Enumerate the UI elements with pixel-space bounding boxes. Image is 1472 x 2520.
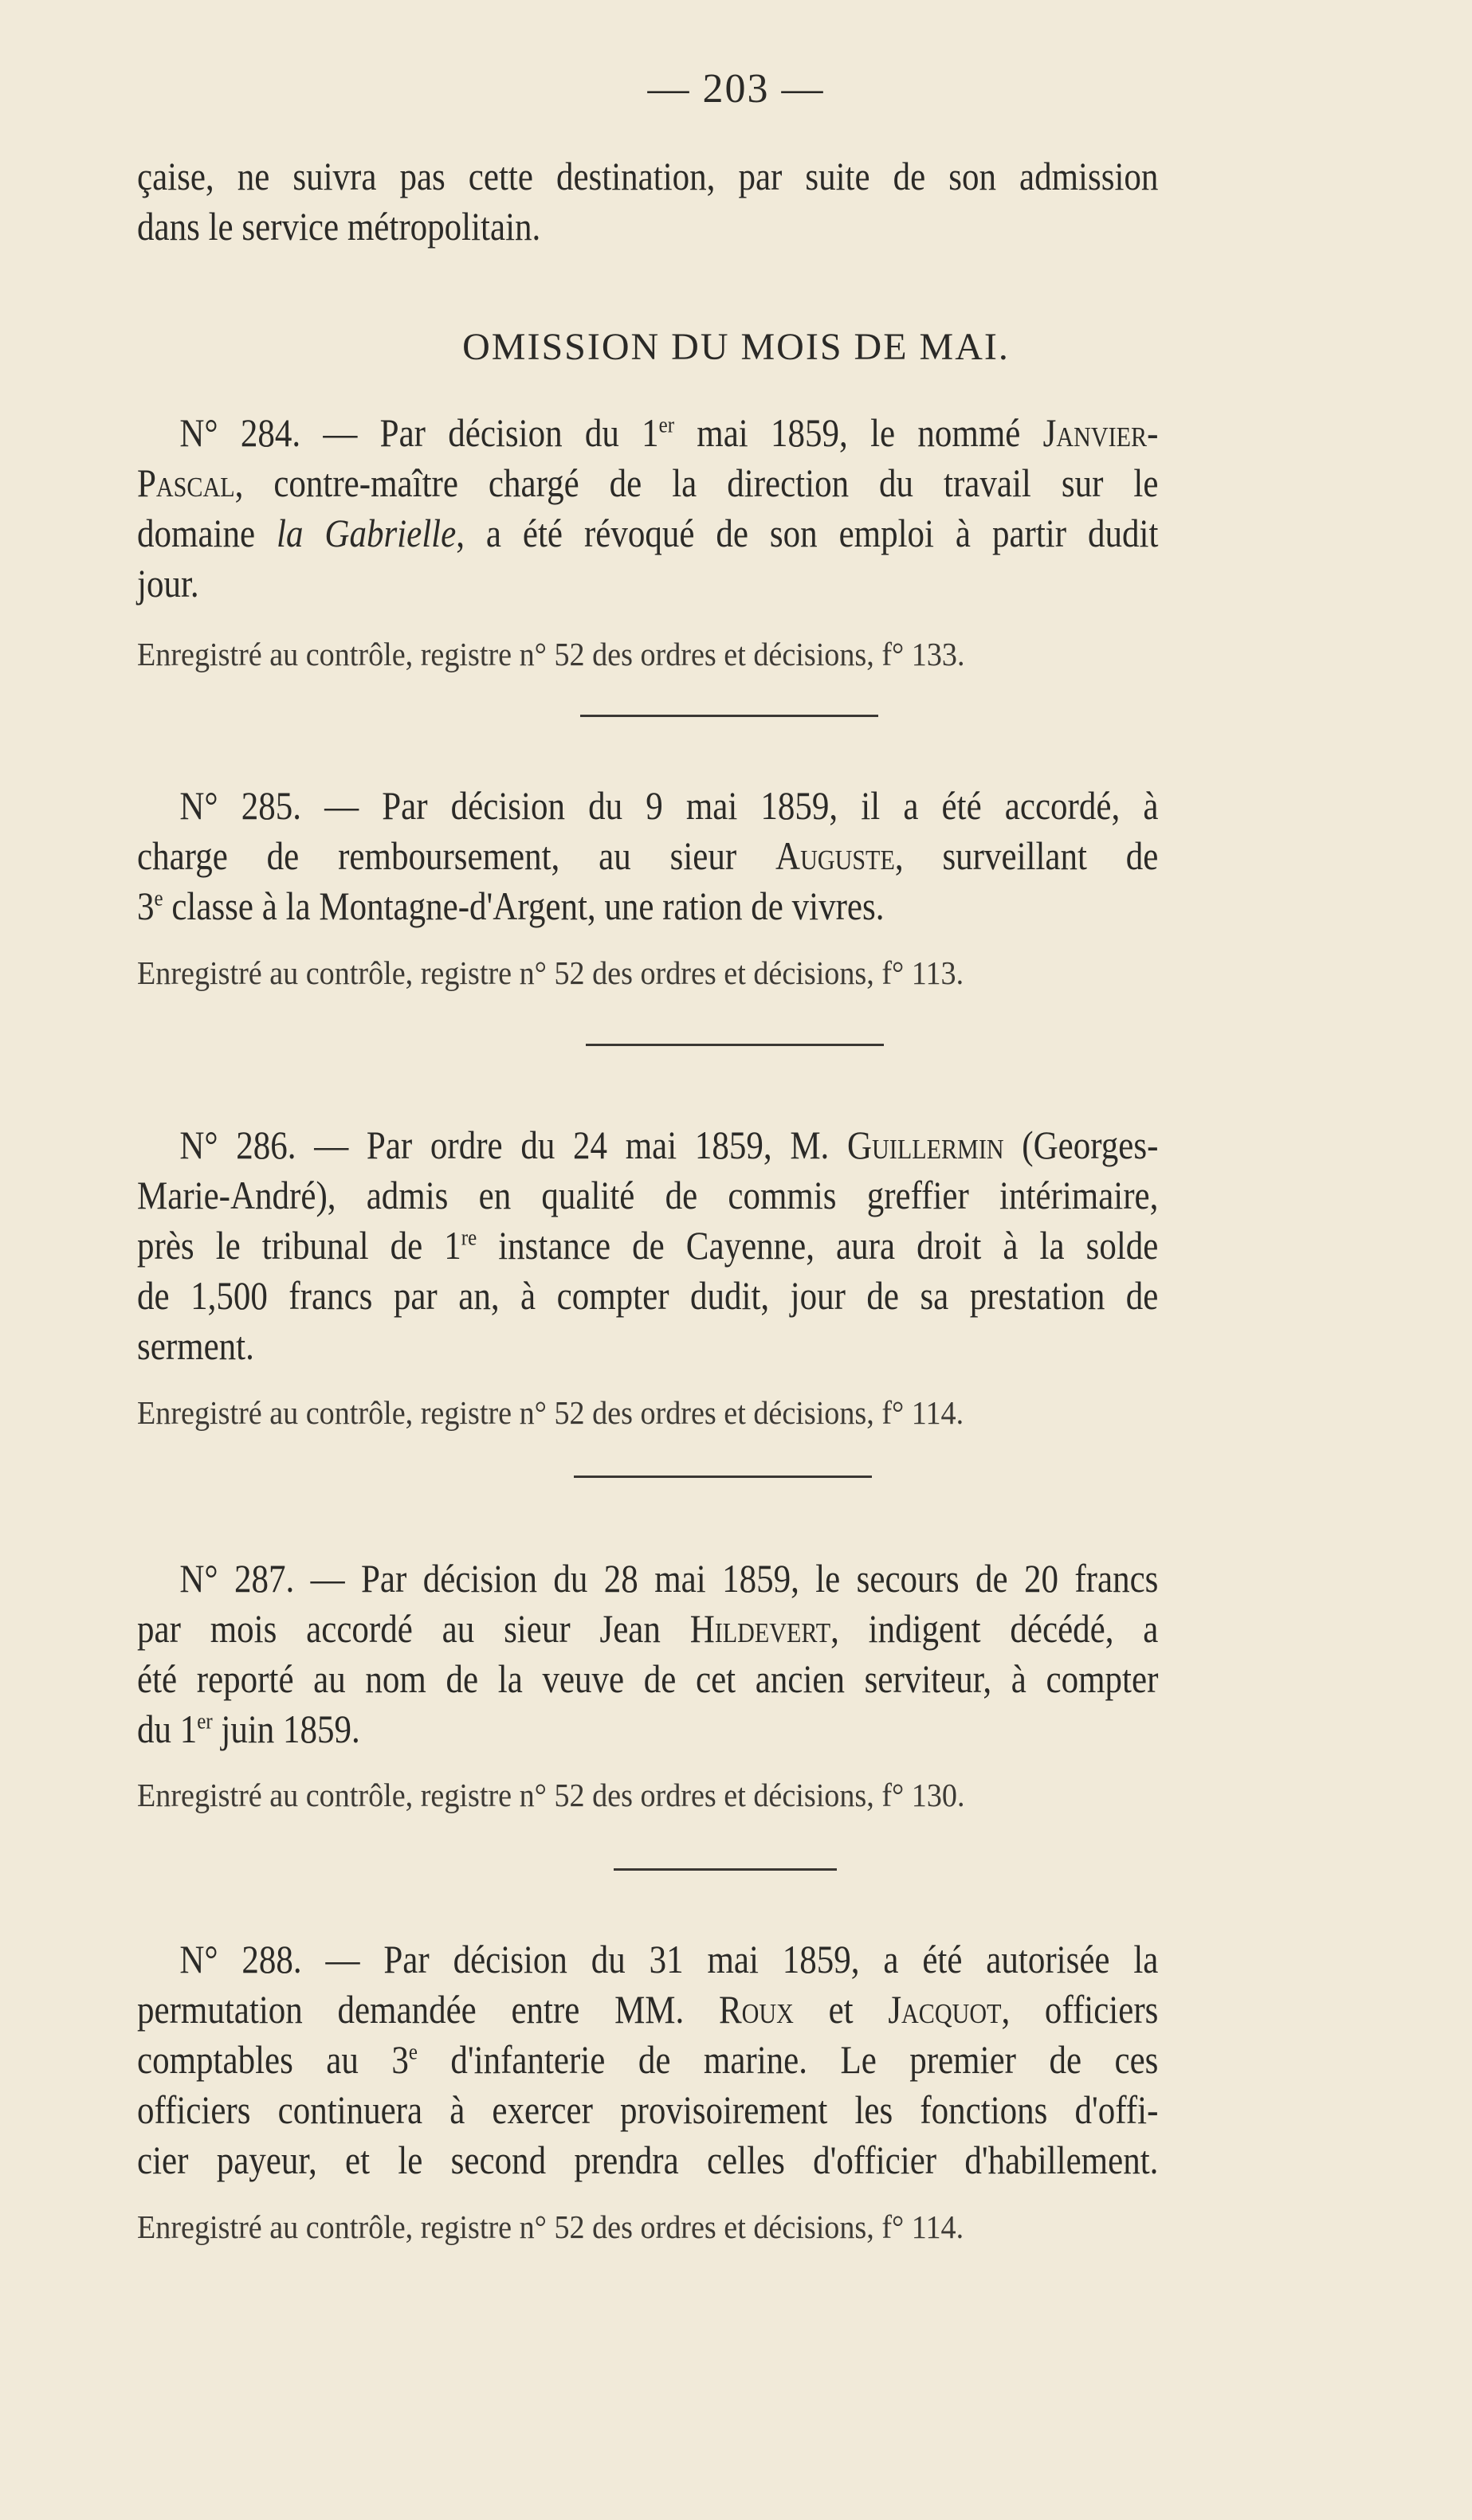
entry-286-line-5: serment. bbox=[137, 1323, 254, 1368]
person-name: Auguste bbox=[775, 833, 895, 878]
page-number: — 203 — bbox=[647, 66, 825, 112]
person-name: Roux bbox=[718, 1987, 794, 2032]
entry-285-line-1: N° 285. — Par décision du 9 mai 1859, il a été accordé, à bbox=[179, 783, 1159, 828]
entry-284-line-4: jour. bbox=[137, 561, 199, 606]
entry-287 bbox=[137, 1554, 1158, 1754]
entry-284-line-3: domaine la Gabrielle, a été révoqué de son emploi à partir dudit bbox=[137, 511, 1159, 555]
estate-name: la Gabrielle bbox=[277, 511, 457, 555]
entry-285-line-3: 3e classe à la Montagne-d'Argent, une ration de vivres. bbox=[137, 884, 885, 928]
separator-rule bbox=[580, 715, 878, 717]
entry-288-line-3: comptables au 3e d'infanterie de marine. Le premier de ces bbox=[137, 2037, 1159, 2082]
entry-287-line-4: du 1er juin 1859. bbox=[137, 1707, 360, 1751]
entry-285-registre: Enregistré au contrôle, registre n° 52 des ordres et décisions, f° 113. bbox=[137, 954, 964, 991]
entry-288 bbox=[137, 1934, 1158, 2185]
entry-287-number: N° 287. bbox=[179, 1556, 295, 1601]
continuation-line-1: çaise, ne suivra pas cette destination, par suite de son admission bbox=[137, 154, 1159, 198]
entry-288-line-5: cier payeur, et le second prendra celles d'officier d'habillement. bbox=[137, 2138, 1159, 2182]
entry-286-line-2: Marie-André), admis en qualité de commis greffier intérimaire, bbox=[137, 1173, 1159, 1217]
section-heading: OMISSION DU MOIS DE MAI. bbox=[462, 326, 1010, 368]
entry-288-line-1: N° 288. — Par décision du 31 mai 1859, a été autorisée la bbox=[179, 1937, 1159, 1981]
entry-284-registre: Enregistré au contrôle, registre n° 52 des ordres et décisions, f° 133. bbox=[137, 636, 965, 672]
entry-286 bbox=[137, 1120, 1158, 1371]
entry-288-registre: Enregistré au contrôle, registre n° 52 des ordres et décisions, f° 114. bbox=[137, 2208, 964, 2245]
entry-287-registre: Enregistré au contrôle, registre n° 52 des ordres et décisions, f° 130. bbox=[137, 1777, 965, 1813]
person-name: Pascal bbox=[137, 460, 235, 505]
entry-287-line-1: N° 287. — Par décision du 28 mai 1859, le secours de 20 francs bbox=[179, 1556, 1159, 1601]
entry-285-line-2: charge de remboursement, au sieur Auguste, surveillant de bbox=[137, 833, 1159, 878]
entry-284-number: N° 284. bbox=[179, 410, 301, 455]
entry-284 bbox=[137, 408, 1158, 609]
continuation-line-2: dans le service métropolitain. bbox=[137, 204, 541, 249]
entry-286-number: N° 286. bbox=[179, 1123, 296, 1167]
person-name: Jacquot bbox=[888, 1987, 1002, 2032]
entry-288-line-2: permutation demandée entre MM. Roux et Jacquot, officiers bbox=[137, 1987, 1159, 2032]
entry-286-line-1: N° 286. — Par ordre du 24 mai 1859, M. Guillermin (Georges- bbox=[179, 1123, 1159, 1167]
separator-rule bbox=[614, 1868, 837, 1871]
person-name: Guillermin bbox=[847, 1123, 1004, 1167]
entry-287-line-3: été reporté au nom de la veuve de cet ancien serviteur, à compter bbox=[137, 1656, 1159, 1701]
person-name: Hildevert bbox=[689, 1606, 831, 1651]
entry-286-line-3: près le tribunal de 1re instance de Cayenne, aura droit à la solde bbox=[137, 1223, 1159, 1268]
continuation-paragraph bbox=[137, 151, 1158, 252]
entry-285-number: N° 285. bbox=[179, 783, 301, 828]
entry-287-line-2: par mois accordé au sieur Jean Hildevert, indigent décédé, a bbox=[137, 1606, 1159, 1651]
entry-285 bbox=[137, 781, 1158, 931]
separator-rule bbox=[586, 1044, 884, 1046]
entry-286-registre: Enregistré au contrôle, registre n° 52 des ordres et décisions, f° 114. bbox=[137, 1394, 964, 1431]
entry-286-line-4: de 1,500 francs par an, à compter dudit, jour de sa prestation de bbox=[137, 1273, 1159, 1318]
entry-284-line-2: Pascal, contre-maître chargé de la direction du travail sur le bbox=[137, 460, 1159, 505]
entry-284-line-1: N° 284. — Par décision du 1er mai 1859, le nommé Janvier- bbox=[179, 410, 1159, 455]
entry-288-line-4: officiers continuera à exercer provisoirement les fonctions d'offi- bbox=[137, 2087, 1159, 2132]
entry-288-number: N° 288. bbox=[179, 1937, 302, 1981]
person-name: Janvier- bbox=[1042, 410, 1159, 455]
separator-rule bbox=[574, 1476, 872, 1478]
